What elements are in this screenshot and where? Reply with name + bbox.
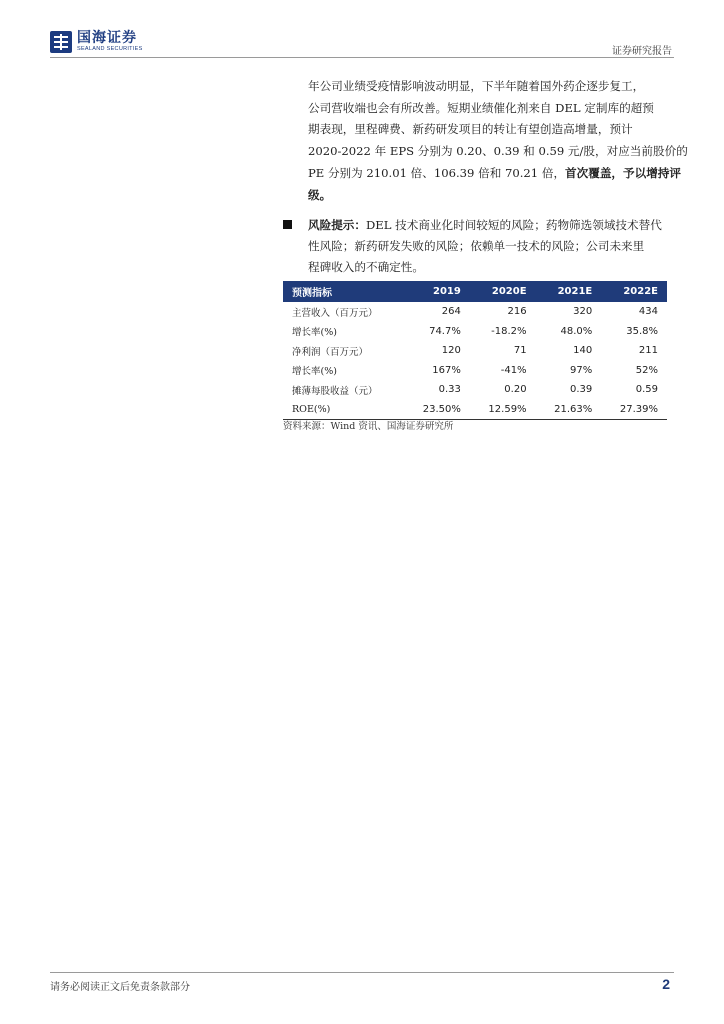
table-cell: 主营收入（百万元） — [292, 307, 378, 319]
table-row — [283, 341, 667, 361]
forecast-table — [283, 281, 667, 420]
company-logo — [50, 30, 143, 54]
table-cell: 120 — [441, 345, 461, 357]
table-cell: 摊薄每股收益（元） — [292, 385, 378, 397]
table-cell: 35.8% — [626, 325, 658, 337]
risk-line: 性风险；新药研发失败的风险；依赖单一技术的风险；公司未来里 — [308, 239, 645, 253]
table-cell: 434 — [638, 306, 658, 318]
table-cell: 21.63% — [536, 400, 602, 420]
disclaimer-note: 请务必阅读正文后免责条款部分 — [50, 982, 190, 993]
summary-line: 公司营收端也会有所改善。短期业绩催化剂来自 DEL 定制库的超预 — [308, 100, 654, 115]
table-header-row — [283, 281, 667, 302]
table-cell: 23.50% — [404, 400, 470, 420]
table-row — [283, 302, 667, 322]
table-cell: 140 — [573, 345, 593, 357]
table-header-cell: 2019 — [404, 281, 470, 302]
square-bullet-icon — [283, 220, 292, 229]
table-cell: 211 — [638, 345, 658, 357]
summary-rating-text: 首次覆盖，予以增持评 — [565, 165, 681, 180]
logo-mark-icon — [50, 31, 72, 53]
table-header-cell: 2020E — [470, 281, 536, 302]
table-cell: 71 — [513, 345, 527, 357]
table-cell: ROE(%) — [283, 400, 404, 420]
page-header — [50, 30, 674, 58]
table-cell: -41% — [500, 364, 527, 376]
table-cell: 216 — [507, 306, 527, 318]
table-cell: 0.39 — [570, 384, 593, 396]
report-type-label: 证券研究报告 — [612, 46, 672, 57]
header-divider — [50, 57, 674, 58]
table-cell: 增长率(%) — [292, 327, 337, 339]
risk-line — [308, 215, 693, 236]
page-number: 2 — [662, 976, 670, 992]
table-row — [283, 380, 667, 400]
risk-line: 程碑收入的不确定性。 — [308, 260, 424, 274]
risk-text: DEL 技术商业化时间较短的风险；药物筛选领域技术替代 — [365, 218, 662, 232]
summary-rating-end: 级。 — [308, 187, 332, 202]
summary-paragraph — [308, 76, 688, 206]
table-cell: -18.2% — [491, 325, 527, 337]
table-row — [283, 322, 667, 342]
table-cell: 97% — [570, 364, 593, 376]
table-cell: 320 — [573, 306, 593, 318]
table-cell: 净利润（百万元） — [292, 346, 369, 358]
risk-warning — [283, 215, 693, 278]
table-cell: 48.0% — [560, 325, 593, 337]
logo-chinese-name: 国海证券 — [77, 30, 137, 47]
table-row — [283, 361, 667, 381]
table-cell: 52% — [635, 364, 658, 376]
table-cell: 167% — [432, 364, 461, 376]
table-cell: 27.39% — [601, 400, 667, 420]
table-header-cell: 2022E — [601, 281, 667, 302]
risk-label: 风险提示： — [308, 218, 366, 232]
summary-line: 期表现，里程碑费、新药研发项目的转让有望创造高增量，预计 — [308, 122, 633, 137]
table-cell: 0.33 — [438, 384, 461, 396]
logo-english-name: SEALAND SECURITIES — [77, 46, 143, 53]
table-cell: 12.59% — [470, 400, 536, 420]
summary-line: 年公司业绩受疫情影响波动明显，下半年随着国外药企逐步复工， — [308, 79, 645, 93]
table-cell: 264 — [441, 306, 461, 318]
table-header-cell: 2021E — [536, 281, 602, 302]
table-source-note: 资料来源：Wind 资讯、国海证券研究所 — [283, 421, 454, 432]
summary-pe-text: PE 分别为 210.01 倍、106.39 倍和 70.21 倍， — [308, 165, 566, 180]
summary-line: 2020-2022 年 EPS 分别为 0.20、0.39 和 0.59 元/股，对应当前股价的 — [308, 144, 688, 159]
table-cell: 74.7% — [429, 325, 461, 337]
table-cell: 0.59 — [635, 384, 658, 396]
table-header-cell: 预测指标 — [283, 281, 404, 302]
table-cell: 增长率(%) — [292, 366, 337, 378]
footer-divider — [50, 972, 674, 973]
table-cell: 0.20 — [504, 384, 527, 396]
summary-line — [308, 163, 688, 185]
table-row — [283, 400, 667, 420]
